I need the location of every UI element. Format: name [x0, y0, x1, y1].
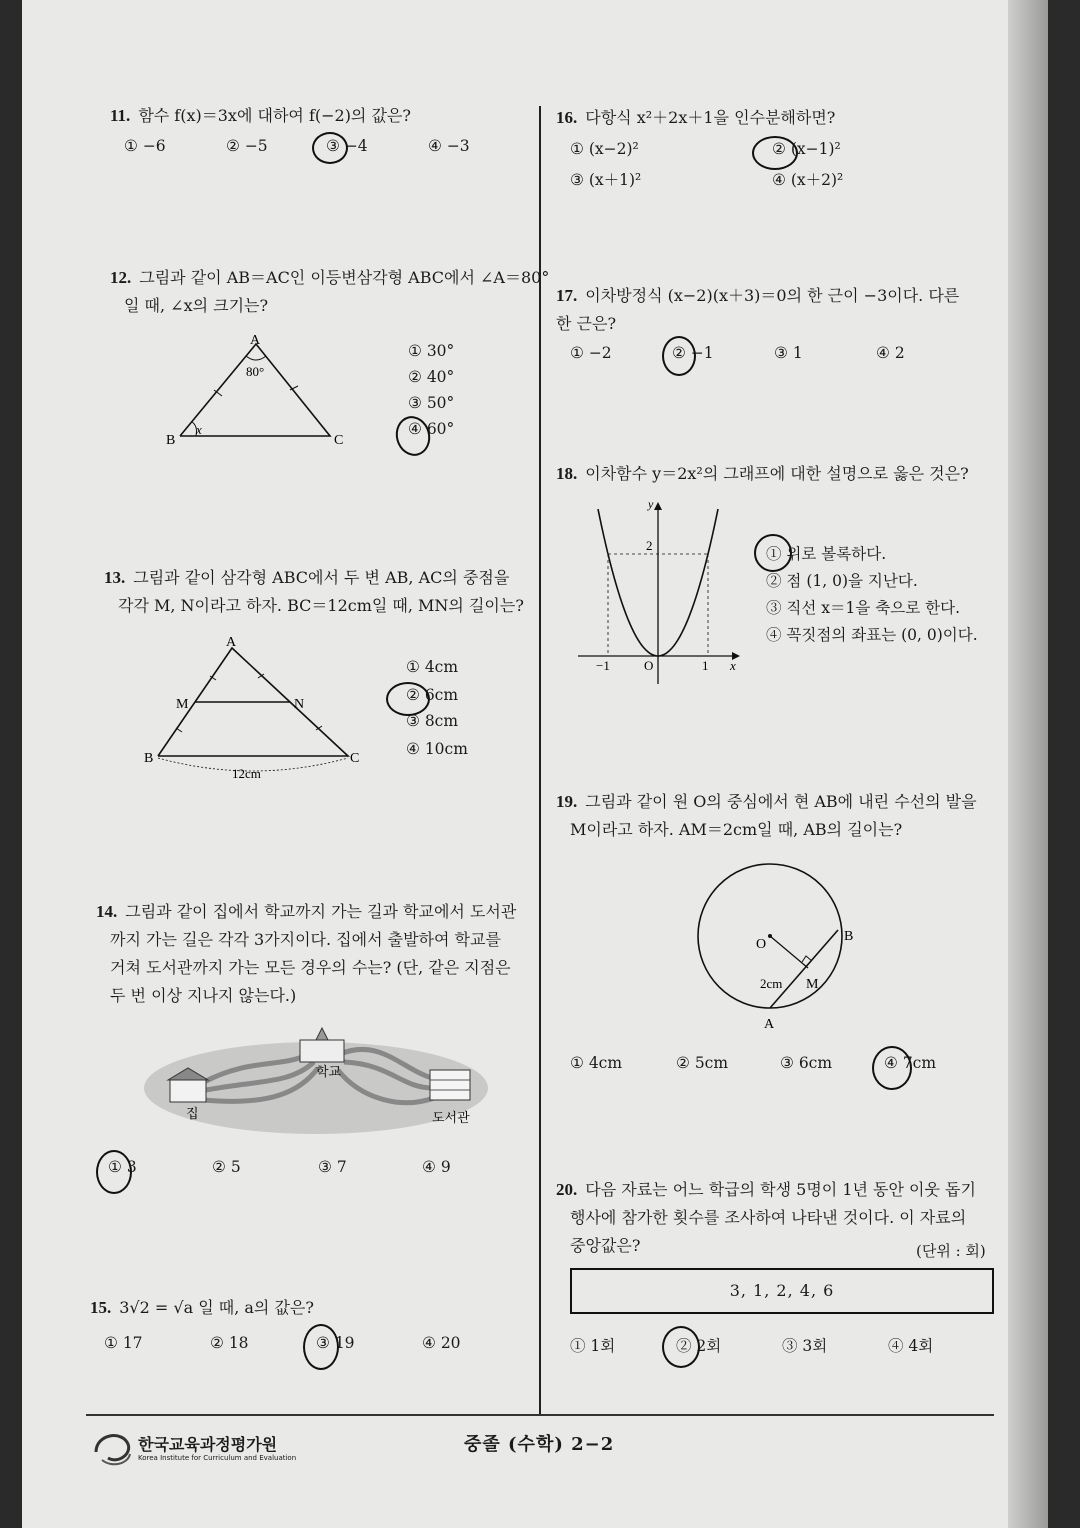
answer-mark-circle	[752, 136, 798, 170]
question-number: 13.	[104, 568, 126, 587]
question-text: 다항식 x²＋2x＋1을 인수분해하면?	[585, 108, 836, 127]
choice-1[interactable]: ① 위로 볼록하다.	[766, 545, 887, 563]
choice-3[interactable]: ③ 6cm	[780, 1054, 833, 1072]
answer-mark-circle	[662, 1326, 700, 1368]
question-text: 그림과 같이 AB＝AC인 이등변삼각형 ABC에서 ∠A＝80°	[139, 268, 550, 287]
question-12	[110, 264, 549, 320]
q14-map-figure	[140, 1018, 494, 1138]
question-text: 이차함수 y＝2x²의 그래프에 대한 설명으로 옳은 것은?	[585, 464, 969, 483]
choice-4[interactable]: ④ 2	[876, 344, 905, 362]
label-o: O	[756, 937, 767, 952]
choice-4[interactable]: ④ 9	[422, 1158, 451, 1176]
label-m: M	[806, 977, 819, 992]
choice-1[interactable]: ① −6	[124, 137, 166, 155]
question-text: 그림과 같이 삼각형 ABC에서 두 변 AB, AC의 중점을	[133, 568, 510, 587]
question-number: 15.	[90, 1298, 112, 1317]
q12-triangle-figure	[160, 330, 360, 450]
label-a: A	[226, 635, 237, 650]
choice-1[interactable]: ① (x−2)²	[570, 140, 639, 158]
org-name-ko: 한국교육과정평가원	[138, 1435, 278, 1454]
house-icon	[170, 1080, 206, 1102]
question-text-line2: 한 근은?	[556, 314, 617, 333]
label-bc-length: 12cm	[232, 766, 261, 781]
choice-3[interactable]: ③ −4	[326, 137, 368, 155]
answer-mark-circle	[754, 534, 792, 572]
choice-1[interactable]: ① −2	[570, 344, 612, 362]
label-b: B	[166, 433, 176, 448]
question-text-line2: 일 때, ∠x의 크기는?	[124, 296, 269, 315]
library-icon	[430, 1070, 470, 1100]
question-number: 11.	[110, 106, 131, 125]
choice-2[interactable]: ② 점 (1, 0)을 지난다.	[766, 572, 918, 590]
question-20	[556, 1176, 976, 1260]
question-text-line2: 까지 가는 길은 각각 3가지이다. 집에서 출발하여 학교를	[110, 930, 501, 949]
question-text-line2: M이라고 하자. AM＝2cm일 때, AB의 길이는?	[570, 820, 903, 839]
label-b: B	[844, 929, 854, 944]
label-y: y	[648, 497, 654, 511]
q13-triangle-figure	[140, 630, 370, 782]
unit-label: (단위 : 회)	[916, 1242, 986, 1260]
choice-4[interactable]: ④ −3	[428, 137, 470, 155]
question-number: 14.	[96, 902, 118, 921]
choice-1[interactable]: ① 1회	[570, 1337, 616, 1355]
question-13	[104, 564, 524, 620]
label-x: x	[730, 658, 736, 673]
choice-3[interactable]: ③ 7	[318, 1158, 347, 1176]
question-text: 다음 자료는 어느 학급의 학생 5명이 1년 동안 이웃 돕기	[585, 1180, 976, 1199]
question-17	[556, 282, 959, 338]
label-neg1: −1	[596, 658, 610, 673]
choice-2[interactable]: ② −5	[226, 137, 268, 155]
chord-ab	[770, 930, 838, 1008]
answer-mark-circle	[872, 1046, 912, 1090]
answer-mark-circle	[386, 682, 430, 716]
label-b: B	[144, 751, 154, 766]
label-x: x	[196, 422, 202, 437]
choice-4[interactable]: ④ 7cm	[884, 1054, 937, 1072]
choice-3[interactable]: ③ 50°	[408, 394, 455, 412]
q18-parabola-graph	[572, 494, 748, 690]
choice-2[interactable]: ② 2회	[676, 1337, 722, 1355]
choice-1[interactable]: ① 30°	[408, 342, 455, 360]
choice-2[interactable]: ② (x−1)²	[772, 140, 841, 158]
question-16	[556, 104, 835, 132]
label-n: N	[294, 697, 305, 712]
school-icon	[300, 1040, 344, 1062]
question-number: 12.	[110, 268, 132, 287]
label-origin: O	[644, 658, 654, 673]
label-home: 집	[186, 1106, 199, 1121]
label-two: 2	[646, 538, 653, 553]
question-11	[110, 102, 411, 130]
question-number: 19.	[556, 792, 578, 811]
question-number: 18.	[556, 464, 578, 483]
radius-om	[770, 936, 808, 968]
choice-3[interactable]: ③ 직선 x＝1을 축으로 한다.	[766, 599, 961, 617]
q19-circle-figure	[690, 856, 870, 1032]
label-library: 도서관	[432, 1110, 470, 1125]
label-c: C	[334, 433, 344, 448]
question-number: 20.	[556, 1180, 578, 1199]
answer-mark-circle	[303, 1324, 339, 1370]
answer-mark-circle	[312, 132, 348, 164]
question-15	[90, 1294, 314, 1322]
label-angle-a: 80°	[246, 364, 265, 379]
choice-4[interactable]: ④ 10cm	[406, 740, 468, 758]
choice-1[interactable]: ① 4cm	[570, 1054, 623, 1072]
question-text-line3: 거쳐 도서관까지 가는 모든 경우의 수는? (단, 같은 지점은	[110, 958, 511, 977]
label-am-length: 2cm	[760, 976, 783, 991]
question-text-line3: 중앙값은?	[570, 1236, 641, 1255]
page-edge-shadow	[1008, 0, 1048, 1528]
label-c: C	[350, 751, 360, 766]
angle-a-arc	[246, 356, 266, 360]
label-m: M	[176, 697, 189, 712]
choice-3[interactable]: ③ 3회	[782, 1337, 828, 1355]
answer-mark-circle	[662, 336, 696, 376]
choice-4[interactable]: ④ 20	[422, 1334, 461, 1352]
choice-1[interactable]: ① 4cm	[406, 658, 459, 676]
choice-4[interactable]: ④ 꼭짓점의 좌표는 (0, 0)이다.	[766, 626, 978, 644]
choice-2[interactable]: ② −1	[672, 344, 714, 362]
label-a: A	[764, 1017, 775, 1032]
choice-3[interactable]: ③ 8cm	[406, 712, 459, 730]
choice-4[interactable]: ④ 4회	[888, 1337, 934, 1355]
question-text: 3√2 = √a 일 때, a의 값은?	[119, 1298, 314, 1317]
label-one: 1	[702, 658, 709, 673]
choice-3[interactable]: ③ 19	[316, 1334, 355, 1352]
question-text-line2: 각각 M, N이라고 하자. BC＝12cm일 때, MN의 길이는?	[118, 596, 524, 615]
choice-2[interactable]: ② 40°	[408, 368, 455, 386]
question-text-line2: 행사에 참가한 횟수를 조사하여 나타낸 것이다. 이 자료의	[570, 1208, 967, 1227]
question-number: 16.	[556, 108, 578, 127]
footer-rule	[86, 1414, 994, 1416]
kice-logo-icon	[88, 1424, 136, 1472]
choice-1[interactable]: ① 17	[104, 1334, 143, 1352]
question-number: 17.	[556, 286, 578, 305]
question-text: 그림과 같이 원 O의 중심에서 현 AB에 내린 수선의 발을	[585, 792, 977, 811]
choice-1[interactable]: ① 3	[108, 1158, 137, 1176]
choice-3[interactable]: ③ 1	[774, 344, 803, 362]
org-name-en: Korea Institute for Curriculum and Evaluation	[138, 1454, 297, 1462]
triangle-outline	[180, 344, 330, 436]
question-text: 그림과 같이 집에서 학교까지 가는 길과 학교에서 도서관	[125, 902, 517, 921]
choice-2[interactable]: ② 6cm	[406, 686, 459, 704]
label-school: 학교	[316, 1064, 342, 1079]
label-a: A	[250, 333, 261, 348]
question-19	[556, 788, 977, 844]
question-18	[556, 460, 969, 488]
choice-2[interactable]: ② 18	[210, 1334, 249, 1352]
data-box: 3, 1, 2, 4, 6	[570, 1268, 994, 1314]
question-text: 이차방정식 (x−2)(x＋3)＝0의 한 근이 −3이다. 다른	[585, 286, 960, 305]
choice-2[interactable]: ② 5	[212, 1158, 241, 1176]
choice-4[interactable]: ④ 60°	[408, 420, 455, 438]
choice-3[interactable]: ③ (x＋1)²	[570, 171, 642, 189]
question-text: 함수 f(x)＝3x에 대하여 f(−2)의 값은?	[138, 106, 411, 125]
question-text-line4: 두 번 이상 지나지 않는다.)	[110, 986, 297, 1005]
answer-mark-circle	[96, 1150, 132, 1194]
choice-4[interactable]: ④ (x＋2)²	[772, 171, 844, 189]
choice-2[interactable]: ② 5cm	[676, 1054, 729, 1072]
question-14	[96, 898, 516, 1010]
page-footer-title: 중졸 (수학) 2−2	[464, 1434, 615, 1455]
